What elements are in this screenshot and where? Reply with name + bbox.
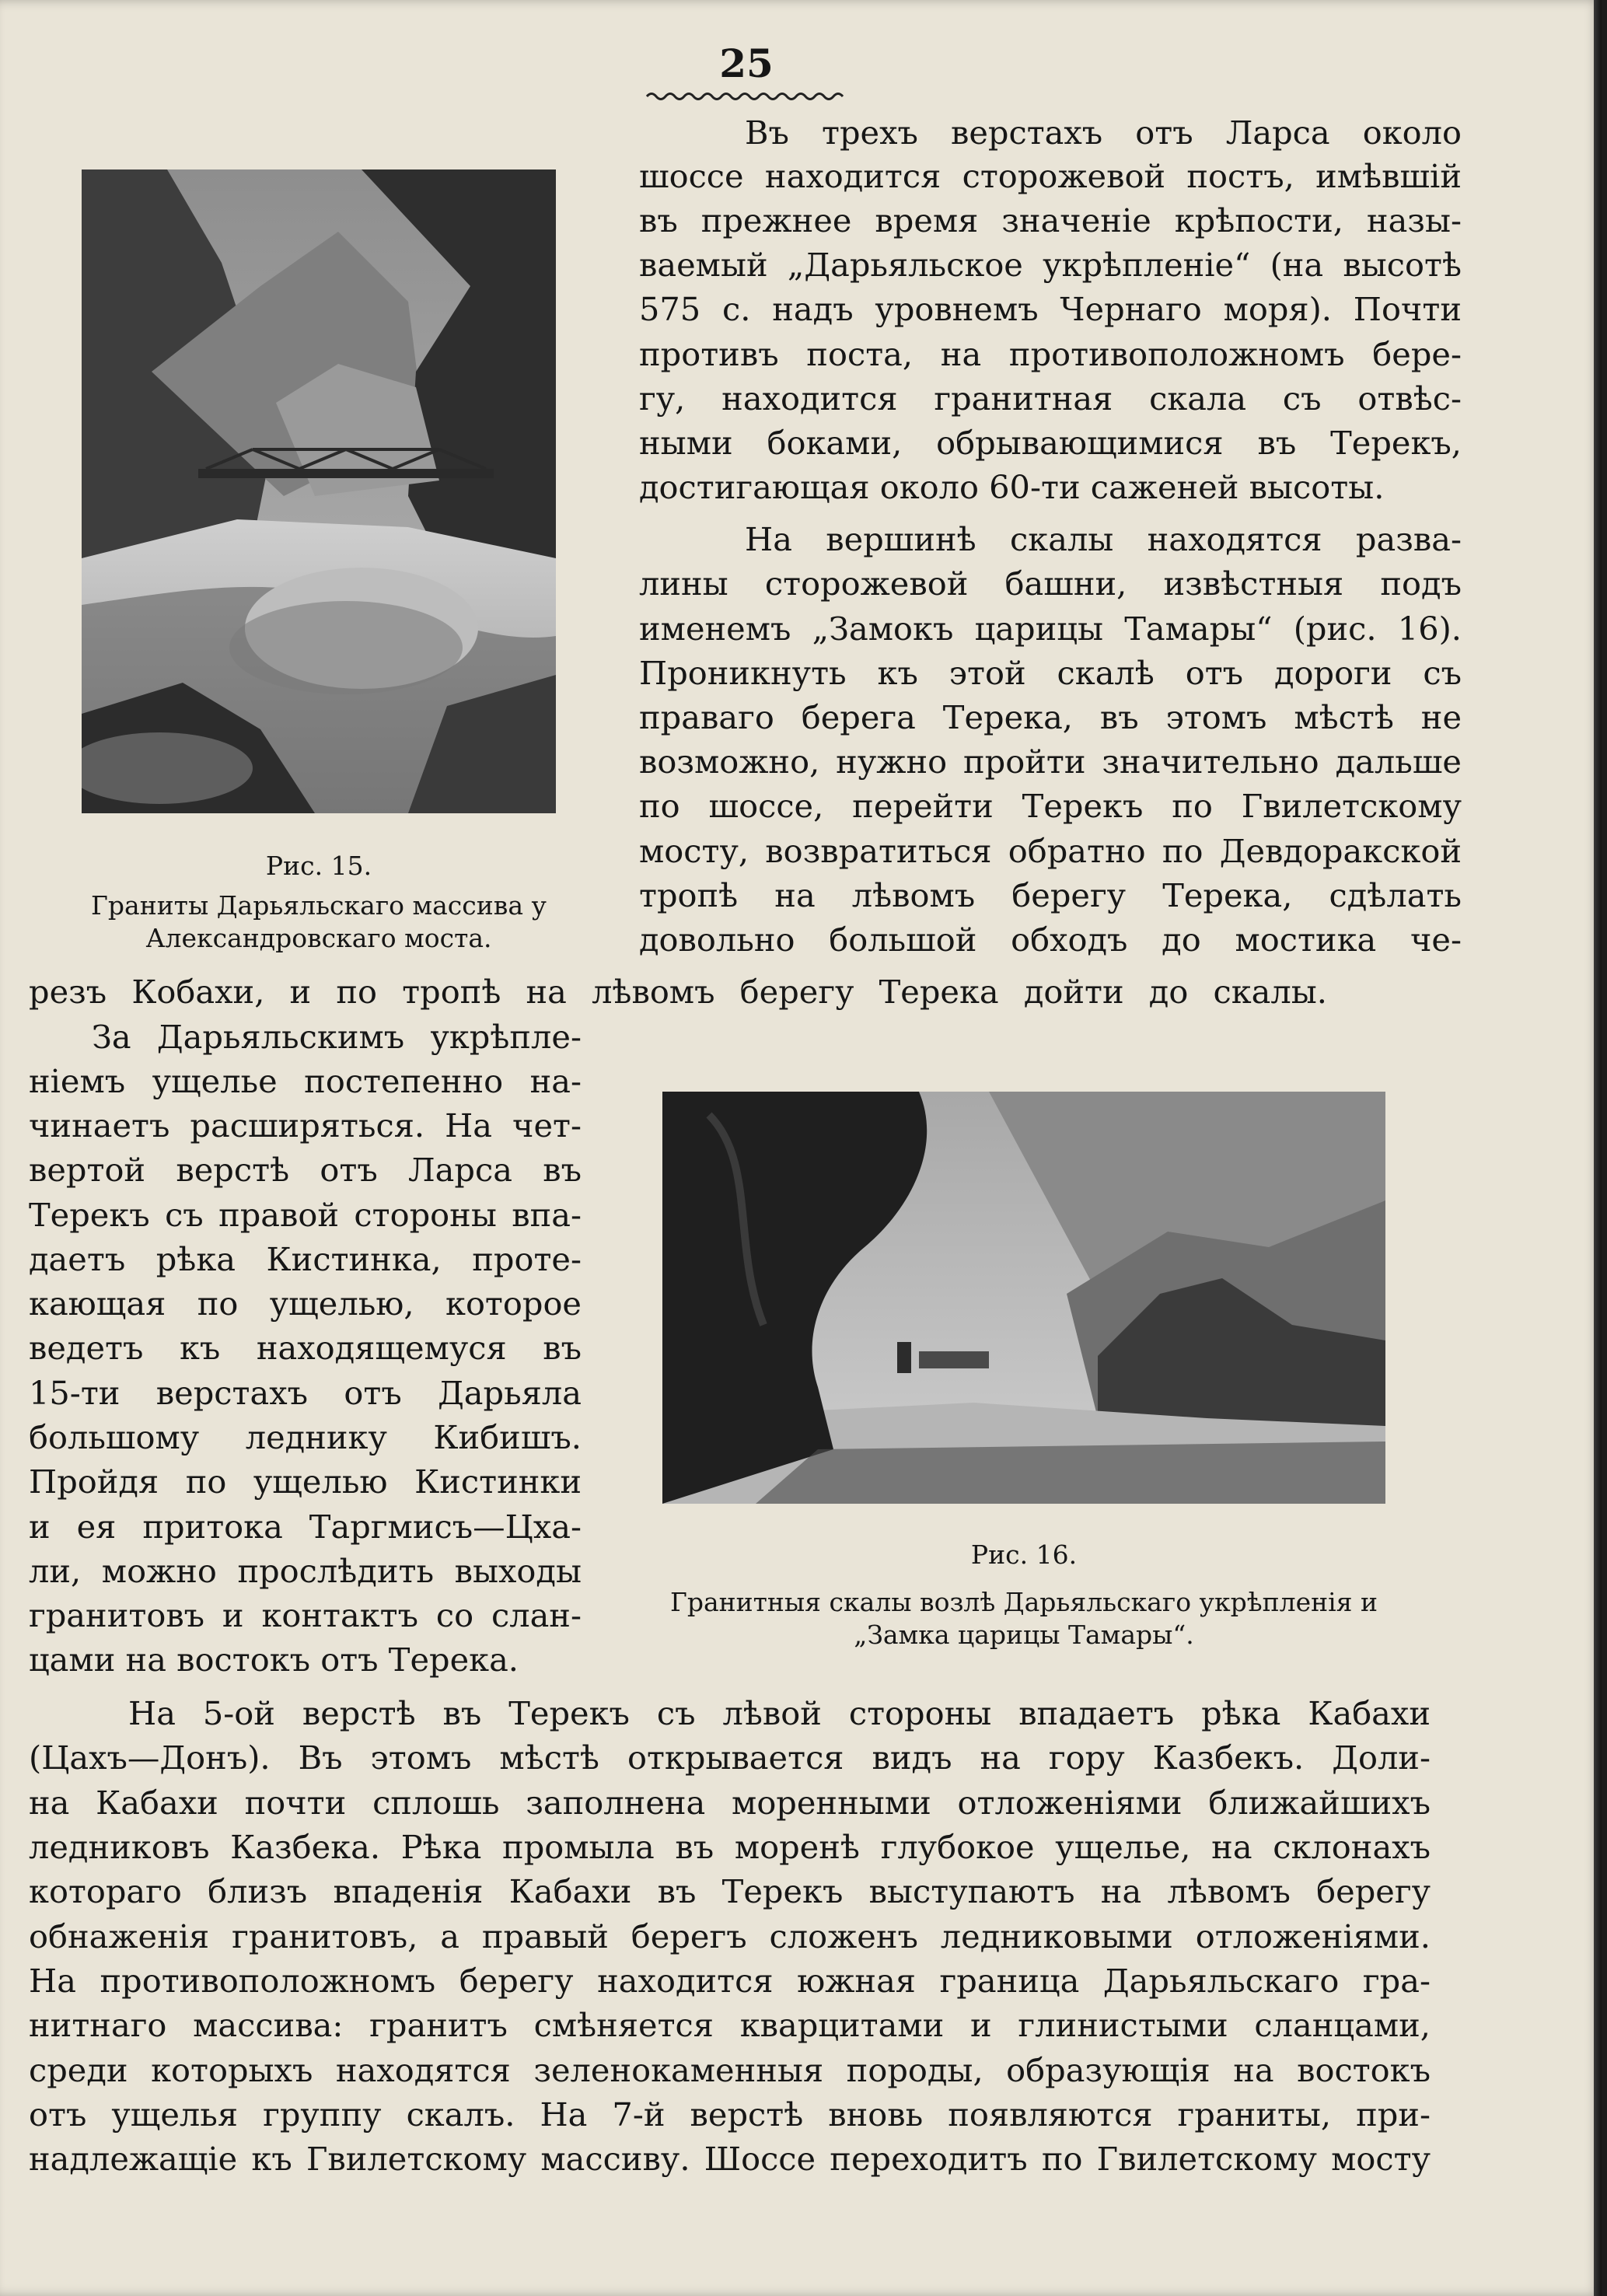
left-lines-line: и ея притока Таргмисъ—Цха- [29, 1508, 582, 1546]
top-lines-line: именемъ „Замокъ царицы Тамары“ (рис. 16). [639, 610, 1462, 648]
figure-16-caption-line-1: Гранитныя скалы возлѣ Дарьяльскаго укрѣпленія и [670, 1587, 1378, 1617]
left-lines-line: цами на востокъ отъ Терека. [29, 1641, 519, 1679]
top-lines-line: довольно большой обходъ до мостика че- [639, 921, 1462, 959]
figure-15-caption-line-1: Граниты Дарьяльскаго массива у [91, 890, 547, 921]
figure-16-photo [662, 1092, 1385, 1504]
top-lines-line: тропѣ на лѣвомъ берегу Терека, сдѣлать [639, 876, 1462, 914]
left-lines-line: Терекъ съ правой стороны впа- [29, 1196, 582, 1234]
top-lines-line: по шоссе, перейти Терекъ по Гвилетскому [639, 787, 1462, 825]
figure-16-label: Рис. 16. [970, 1539, 1078, 1570]
left-lines-line: кающая по ущелью, которое [29, 1284, 582, 1323]
top-lines-line: праваго берега Терека, въ этомъ мѣстѣ не [639, 698, 1462, 736]
top-lines-line: лины сторожевой башни, извѣстныя подъ [639, 564, 1462, 603]
page-number: 25 [719, 40, 774, 86]
bottom-lines-line: отъ ущелья группу скалъ. На 7-й верстѣ вновь появляются граниты, при- [29, 2095, 1431, 2133]
top-lines-line: въ прежнее время значеніе крѣпости, назы- [639, 201, 1462, 239]
bottom-lines-line: (Цахъ—Донъ). Въ этомъ мѣстѣ открывается видъ на гору Казбекъ. Доли- [29, 1739, 1431, 1777]
top-lines-line: Въ трехъ верстахъ отъ Ларса около [745, 114, 1462, 152]
left-lines-line: ніемъ ущелье постепенно на- [29, 1062, 582, 1100]
top-lines-line: На вершинѣ скалы находятся разва- [745, 520, 1462, 558]
bottom-lines-line: На 5-ой верстѣ въ Терекъ съ лѣвой стороны впадаетъ рѣка Кабахи [128, 1694, 1431, 1732]
top-lines-line: шоссе находится сторожевой постъ, имѣвшій [639, 157, 1462, 195]
left-lines-line: даетъ рѣка Кистинка, проте- [29, 1240, 582, 1278]
bottom-lines-line: на Кабахи почти сплошь заполнена моренными отложеніями ближайшихъ [29, 1784, 1431, 1822]
wavy-rule-ornament [645, 89, 847, 104]
top-lines-line: резъ Кобахи, и по тропѣ на лѣвомъ берегу Терека дойти до скалы. [29, 973, 1327, 1011]
left-lines-line: чинаетъ расширяться. На чет- [29, 1106, 582, 1145]
top-lines-line: ваемый „Дарьяльское укрѣпленіе“ (на высотѣ [639, 246, 1462, 284]
top-lines-line: противъ поста, на противоположномъ бере- [639, 335, 1462, 373]
bottom-lines-line: котораго близъ впаденія Кабахи въ Терекъ выступаютъ на лѣвомъ берегу [29, 1872, 1431, 1910]
figure-15-caption-line-2: Александровскаго моста. [145, 923, 492, 953]
left-lines-line: 15-ти верстахъ отъ Дарьяла [29, 1374, 582, 1412]
left-lines-line: ли, можно прослѣдить выходы [29, 1552, 582, 1590]
top-lines-line: возможно, нужно пройти значительно дальше [639, 743, 1462, 781]
left-lines-line: ведетъ къ находящемуся въ [29, 1329, 582, 1367]
figure-16-caption-line-2: „Замка царицы Тамары“. [854, 1620, 1194, 1650]
top-lines-line: мосту, возвратиться обратно по Девдоракской [639, 832, 1462, 870]
bottom-lines-line: На противоположномъ берегу находится южная граница Дарьяльскаго гра- [29, 1962, 1431, 2000]
top-lines-line: гу, находится гранитная скала съ отвѣс- [639, 379, 1462, 418]
left-lines-line: гранитовъ и контактъ со слан- [29, 1596, 582, 1634]
top-lines-line: 575 с. надъ уровнемъ Чернаго моря). Почти [639, 290, 1462, 328]
bottom-lines-line: обнаженія гранитовъ, а правый берегъ сложенъ ледниковыми отложеніями. [29, 1917, 1431, 1955]
page-edge [1594, 0, 1602, 2296]
bottom-lines-line: нитнаго массива: гранитъ смѣняется кварцитами и глинистыми сланцами, [29, 2006, 1431, 2044]
top-lines-line: ными боками, обрывающимися въ Терекъ, [639, 424, 1462, 462]
top-lines-line: достигающая около 60-ти саженей высоты. [639, 468, 1385, 506]
figure-15-label: Рис. 15. [265, 851, 372, 881]
left-lines-line: вертой верстѣ отъ Ларса въ [29, 1151, 582, 1189]
top-lines-line: Проникнуть къ этой скалѣ отъ дороги съ [639, 654, 1462, 692]
figure-15-photo [82, 169, 556, 813]
bottom-lines-line: ледниковъ Казбека. Рѣка промыла въ моренѣ глубокое ущелье, на склонахъ [29, 1828, 1431, 1866]
bottom-lines-line: надлежащіе къ Гвилетскому массиву. Шоссе переходитъ по Гвилетскому мосту [29, 2140, 1431, 2178]
left-lines-line: большому леднику Кибишъ. [29, 1418, 582, 1456]
left-lines-line: За Дарьяльскимъ укрѣпле- [92, 1018, 582, 1056]
bottom-lines-line: среди которыхъ находятся зеленокаменныя породы, образующія на востокъ [29, 2051, 1431, 2089]
left-lines-line: Пройдя по ущелью Кистинки [29, 1463, 582, 1501]
